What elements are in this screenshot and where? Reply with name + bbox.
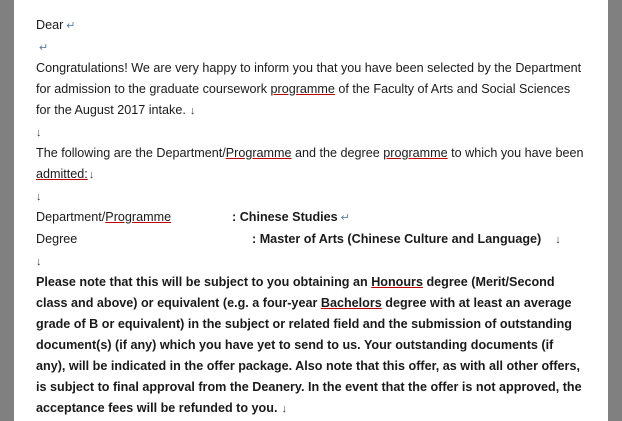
line-break-mark: ↓ xyxy=(88,169,95,181)
spellcheck-word-bachelors: Bachelors xyxy=(320,296,382,310)
field-value-degree: : Master of Arts (Chinese Culture and Language) xyxy=(252,232,542,246)
spellcheck-word-honours: Honours xyxy=(371,275,423,289)
line-break-mark: ↓ xyxy=(36,191,42,203)
spellcheck-word-programme: Programme xyxy=(225,146,292,160)
greeting-text: Dear xyxy=(36,18,64,32)
line-break-mark: ↓ xyxy=(555,234,561,246)
paragraph-mark: ↵ xyxy=(39,42,49,54)
paragraph-following: The following are the Department/Programme and the degree programme to which you have been admitted:↓ xyxy=(36,146,584,181)
field-row-degree xyxy=(36,229,586,251)
document-body xyxy=(36,14,586,420)
blank-line-3 xyxy=(36,186,586,207)
document-page xyxy=(14,0,608,421)
paragraph-mark: ↵ xyxy=(66,20,76,32)
line-break-mark: ↓ xyxy=(281,403,287,415)
field-label-department: Department/Programme xyxy=(36,210,172,224)
spellcheck-word-programme: programme xyxy=(270,82,335,96)
field-value-department: : Chinese Studies xyxy=(232,210,338,224)
spellcheck-word-programme: programme xyxy=(383,146,448,160)
greeting-line xyxy=(36,14,586,37)
spellcheck-word-programme: Programme xyxy=(105,210,172,224)
blank-line-4 xyxy=(36,251,586,272)
paragraph-mark: ↵ xyxy=(340,212,350,224)
paragraph-congratulations: Congratulations! We are very happy to inform you that you have been selected by the Department for admission to the graduate coursework programme of the Faculty of Arts and Social Sciences for the August 2017 intake. ↓ xyxy=(36,61,582,117)
line-break-mark: ↓ xyxy=(189,105,196,117)
field-label-degree: Degree xyxy=(36,232,78,246)
blank-line-2 xyxy=(36,122,586,143)
line-break-mark: ↓ xyxy=(36,127,42,139)
line-break-mark: ↓ xyxy=(36,256,42,268)
field-row-department xyxy=(36,207,586,229)
paragraph-conditions: Please note that this will be subject to you obtaining an Honours degree (Merit/Second class and above) or equivalent (e.g. a four-year Bachelors degree with at least an average grade of B or equivalent) in the subject or related field and the submission of outstanding document(s) (if any) which you have yet to send to us. Your outstanding documents (if any), will be indicated in the offer package. Also note that this offer, as with all other offers, is subject to final approval from the Deanery. In the event that the offer is not approved, the acceptance fees will be refunded to you. ↓ xyxy=(36,275,582,415)
blank-line-1 xyxy=(36,37,586,58)
spellcheck-word-admitted: admitted: xyxy=(36,167,88,181)
